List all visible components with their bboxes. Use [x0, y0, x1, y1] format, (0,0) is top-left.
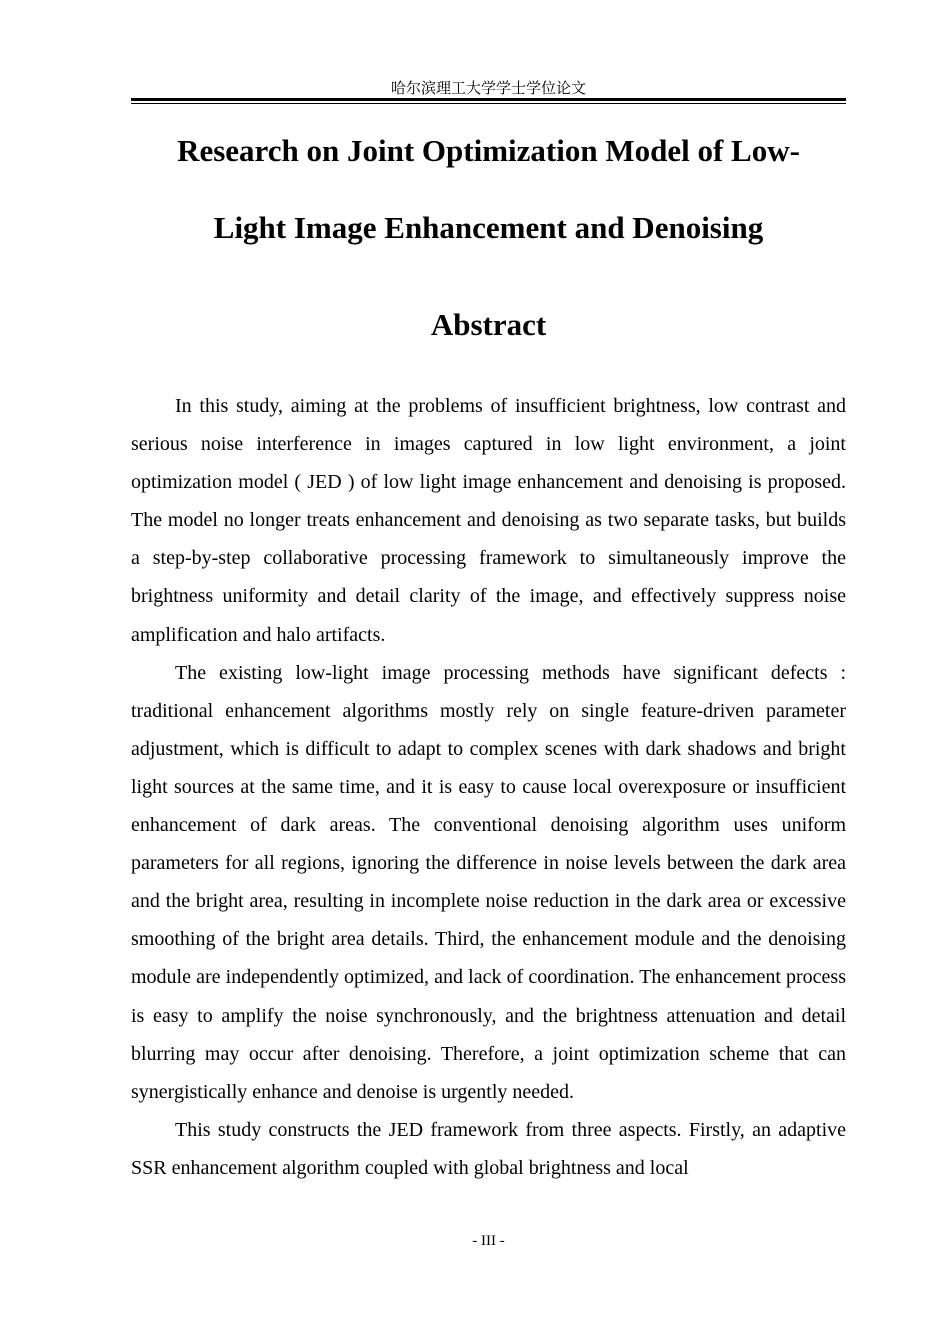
paper-title — [131, 112, 846, 266]
abstract-paragraph-3: This study constructs the JED framework from three aspects. Firstly, an adaptive SSR enhancement algorithm coupled with global brightness and local — [131, 1118, 846, 1179]
paper-title-line-1: Research on Joint Optimization Model of Low- — [177, 133, 800, 168]
page-header: 哈尔滨理工大学学士学位论文 — [390, 79, 586, 97]
page-number: - III - — [472, 1233, 505, 1249]
abstract-paragraph-2: The existing low-light image processing methods have significant defects : traditional enhancement algorithms mostly rely on single feature-driven parameter adjustment, which is difficult to adapt to complex scenes with dark shadows and bright light sources at the same time, and it is easy to cause local overexposure or insufficient enhancement of dark areas. The conventional denoising algorithm uses uniform parameters for all regions, ignoring the difference in noise levels between the dark area and the bright area, resulting in incomplete noise reduction in the dark area or excessive smoothing of the bright area details. Third, the enhancement module and the denoising module are independently optimized, and lack of coordination. The enhancement process is easy to amplify the noise synchronously, and the brightness attenuation and detail blurring may occur after denoising. Therefore, a joint optimization scheme that can synergistically enhance and denoise is urgently needed. — [131, 661, 846, 1103]
abstract-paragraph-1: In this study, aiming at the problems of insufficient brightness, low contrast and serious noise interference in images captured in low light environment, a joint optimization model ( JED ) of low light image enhancement and denoising is proposed. The model no longer treats enhancement and denoising as two separate tasks, but builds a step-by-step collaborative processing framework to simultaneously improve the brightness uniformity and detail clarity of the image, and effectively suppress noise amplification and halo artifacts. — [131, 395, 846, 646]
abstract-heading: Abstract — [430, 307, 547, 342]
header-rule-thin — [131, 103, 846, 104]
abstract-body — [131, 387, 846, 1187]
header-rule-thick — [131, 98, 846, 101]
paper-title-line-2: Light Image Enhancement and Denoising — [213, 210, 764, 245]
